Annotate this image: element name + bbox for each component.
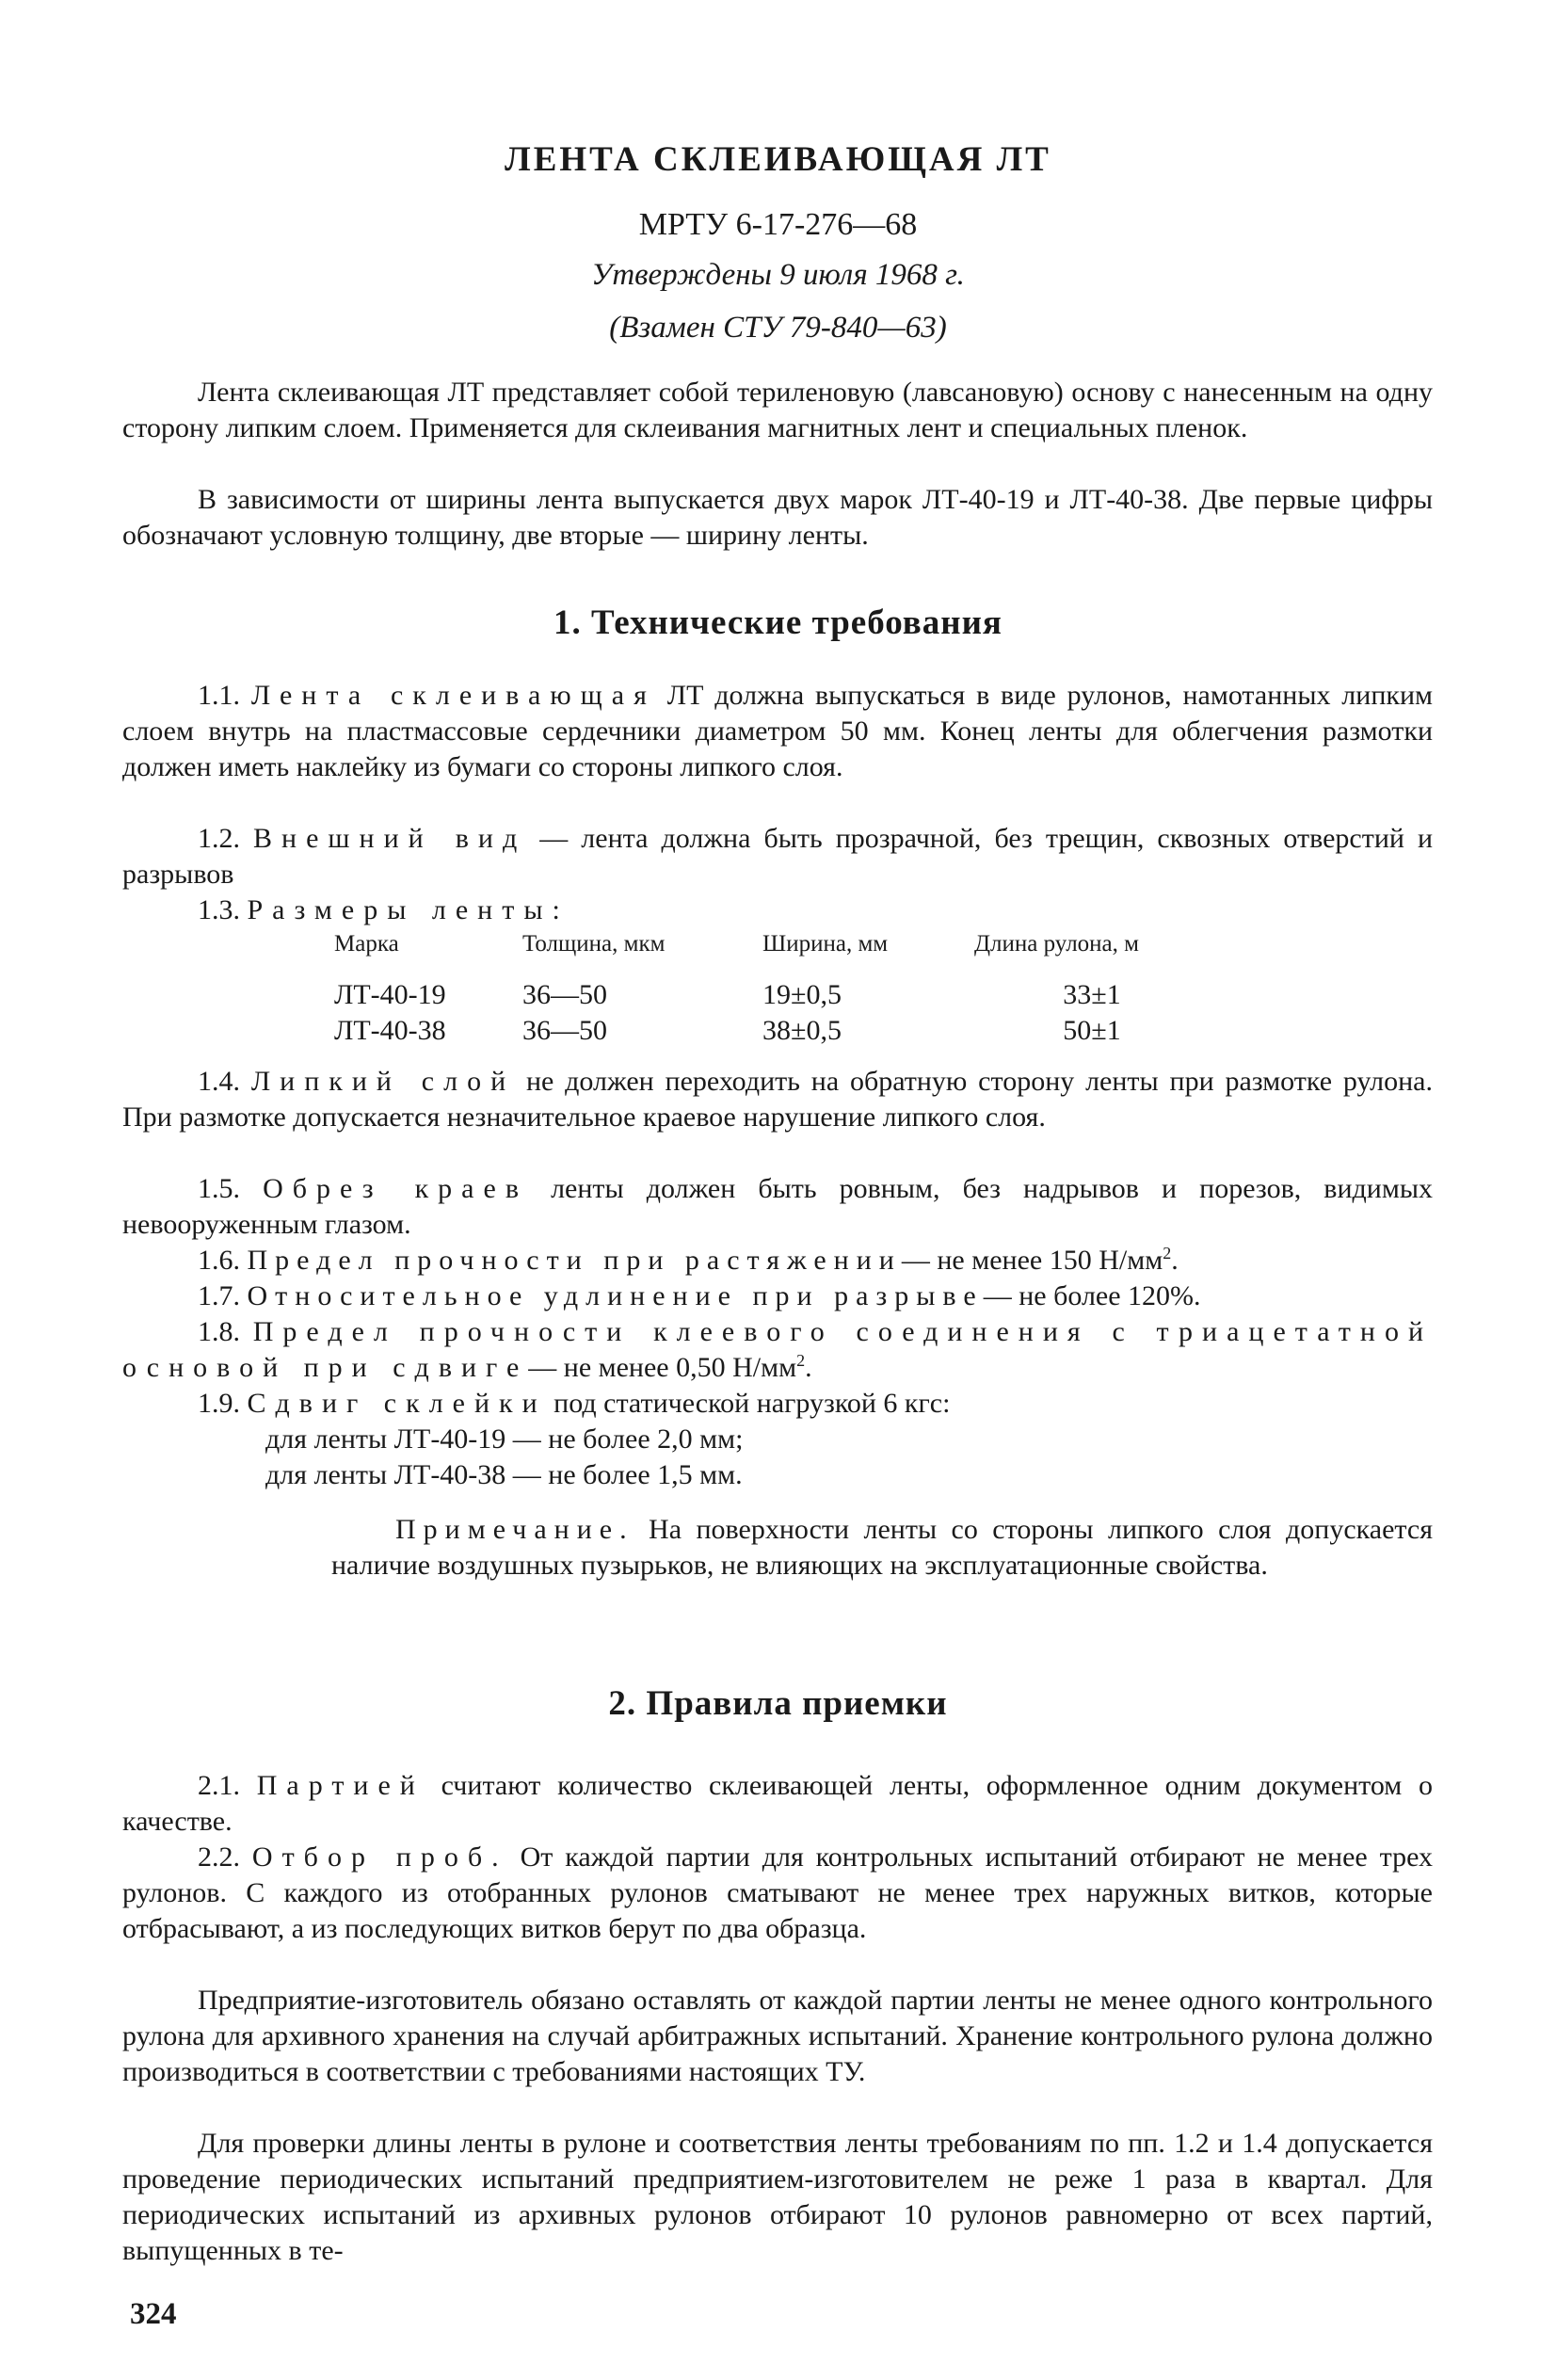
cell-grade: ЛТ-40-19 <box>334 979 446 1010</box>
clause-number: 2.1. <box>198 1770 240 1801</box>
section-2-heading: 2. Правила приемки <box>608 1684 948 1723</box>
column-header-length: Длина рулона, м <box>974 931 1139 957</box>
clause-term: Относительное удлинение при разрыве <box>247 1280 984 1311</box>
clause-term: Обрез краев <box>263 1173 528 1204</box>
cell-thickness: 36—50 <box>522 1015 607 1046</box>
clause-term: Партией <box>256 1770 425 1801</box>
clause-term: Предел прочности клеевого соединения с триацетатной основой при сдвиге <box>122 1316 1433 1383</box>
column-header-thickness: Толщина, мкм <box>522 931 666 957</box>
column-header-grade: Марка <box>334 931 399 957</box>
cell-thickness: 36—50 <box>522 979 607 1010</box>
clause-2-1 <box>122 1768 1433 1840</box>
superscript: 2 <box>1163 1244 1172 1262</box>
clause-text: — не менее 0,50 Н/мм <box>528 1352 797 1383</box>
clause-number: 1.9. <box>198 1388 240 1419</box>
cell-length: 33±1 <box>1063 979 1121 1010</box>
clause-text: — лента должна быть прозрачной, без трещин, сквозных отверстий и разрывов <box>122 823 1434 890</box>
clause-1-2 <box>122 821 1433 892</box>
dimensions-table <box>334 930 1210 1049</box>
clause-text: не должен переходить на обратную сторону ленты при размотке рулона. При размотке допускается незначительное краевое нарушение липкого слоя. <box>122 1066 1433 1133</box>
clause-1-3 <box>122 892 1433 928</box>
clause-number: 1.8. <box>198 1316 240 1347</box>
note-text: На поверхности ленты со стороны липкого слоя допускается наличие воздушных пузырьков, не влияющих на эксплуатационные свойства. <box>331 1514 1434 1581</box>
clause-1-9 <box>122 1386 1433 1422</box>
clause-term: Сдвиг склейки <box>247 1388 547 1419</box>
standard-number: МРТУ 6-17-276—68 <box>638 207 918 242</box>
intro-paragraph-1: Лента склеивающая ЛТ представляет собой териленовую (лавсановую) основу с нанесенным на одну сторону липким слоем. Применяется для склеивания магнитных лент и специальных пленок. <box>122 377 1433 443</box>
clause-1-5 <box>122 1171 1433 1243</box>
cell-width: 38±0,5 <box>762 1015 842 1046</box>
clause-1-7 <box>122 1278 1433 1314</box>
approval-date: Утверждены 9 июля 1968 г. <box>591 258 965 292</box>
clause-text: — не более 120%. <box>983 1280 1201 1311</box>
intro-paragraph-2: В зависимости от ширины лента выпускается двух марок ЛТ-40-19 и ЛТ-40-38. Две первые цифры обозначают условную толщину, две вторые — ширину ленты. <box>122 484 1433 551</box>
clause-term: Лента склеивающая <box>250 680 656 711</box>
paragraph-periodic-tests: Для проверки длины ленты в рулоне и соответствия ленты требованиям по пп. 1.2 и 1.4 допускается проведение периодических испытаний предприятием-изготовителем не реже 1 раза в квартал. Для периодических испытаний из архивных рулонов отбирают 10 рулонов равномерно от всех партий, выпущенных в те- <box>122 2128 1433 2266</box>
shear-limit-line-2: для ленты ЛТ-40-38 — не более 1,5 мм. <box>265 1459 743 1490</box>
table-row <box>334 977 1210 1013</box>
note-label: Примечание. <box>395 1514 634 1545</box>
clause-text: ленты должен быть ровным, без надрывов и порезов, видимых невооруженным глазом. <box>122 1173 1433 1240</box>
section-1-heading: 1. Технические требования <box>553 603 1003 642</box>
shear-limit-line-1: для ленты ЛТ-40-19 — не более 2,0 мм; <box>265 1423 744 1455</box>
clause-end: . <box>805 1352 812 1383</box>
clause-text: От каждой партии для контрольных испытаний отбирают не менее трех рулонов. С каждого из отобранных рулонов сматывают не менее трех наружных витков, которые отбрасывают, а из последующих витков берут по два образца. <box>122 1841 1433 1944</box>
clause-1-8 <box>122 1314 1433 1386</box>
table-header-row <box>334 930 1210 977</box>
clause-term: Внешний вид <box>253 823 527 854</box>
clause-number: 1.4. <box>198 1066 240 1097</box>
cell-length: 50±1 <box>1063 1015 1121 1046</box>
document-title: ЛЕНТА СКЛЕИВАЮЩАЯ ЛТ <box>505 140 1051 179</box>
clause-1-4 <box>122 1064 1433 1135</box>
clause-text: под статической нагрузкой 6 кгс: <box>553 1388 951 1419</box>
clause-term: Предел прочности при растяжении <box>247 1245 902 1276</box>
page-number: 324 <box>130 2297 177 2331</box>
clause-text: считают количество склеивающей ленты, оформленное одним документом о качестве. <box>122 1770 1434 1837</box>
clause-number: 1.5. <box>198 1173 240 1204</box>
paragraph-archive-storage: Предприятие-изготовитель обязано оставлять от каждой партии ленты не менее одного контрольного рулона для архивного хранения на случай арбитражных испытаний. Хранение контрольного рулона должно производиться в соответствии с требованиями настоящих ТУ. <box>122 1985 1433 2087</box>
cell-grade: ЛТ-40-38 <box>334 1015 446 1046</box>
cell-width: 19±0,5 <box>762 979 842 1010</box>
clause-number: 1.3. <box>198 894 240 925</box>
clause-number: 1.2. <box>198 823 240 854</box>
clause-term: Размеры ленты: <box>247 894 569 925</box>
clause-end: . <box>1171 1245 1179 1276</box>
clause-number: 2.2. <box>198 1841 240 1873</box>
clause-text: ЛТ должна выпускаться в виде рулонов, намотанных липким слоем внутрь на пластмассовые сердечники диаметром 50 мм. Конец ленты для облегчения размотки должен иметь наклейку из бумаги со стороны липкого слоя. <box>122 680 1434 782</box>
note <box>331 1512 1433 1584</box>
clause-term: Отбор проб. <box>251 1841 508 1873</box>
clause-number: 1.6. <box>198 1245 240 1276</box>
clause-1-6 <box>122 1243 1433 1278</box>
clause-term: Липкий слой <box>250 1066 516 1097</box>
clause-number: 1.7. <box>198 1280 240 1311</box>
clause-1-1 <box>122 678 1433 785</box>
column-header-width: Ширина, мм <box>762 931 889 957</box>
replaces-note: (Взамен СТУ 79-840—63) <box>609 311 947 345</box>
clause-2-2 <box>122 1840 1433 1947</box>
clause-number: 1.1. <box>198 680 240 711</box>
superscript: 2 <box>796 1351 806 1370</box>
clause-text: — не менее 150 Н/мм <box>901 1245 1163 1276</box>
table-row <box>334 1013 1210 1049</box>
